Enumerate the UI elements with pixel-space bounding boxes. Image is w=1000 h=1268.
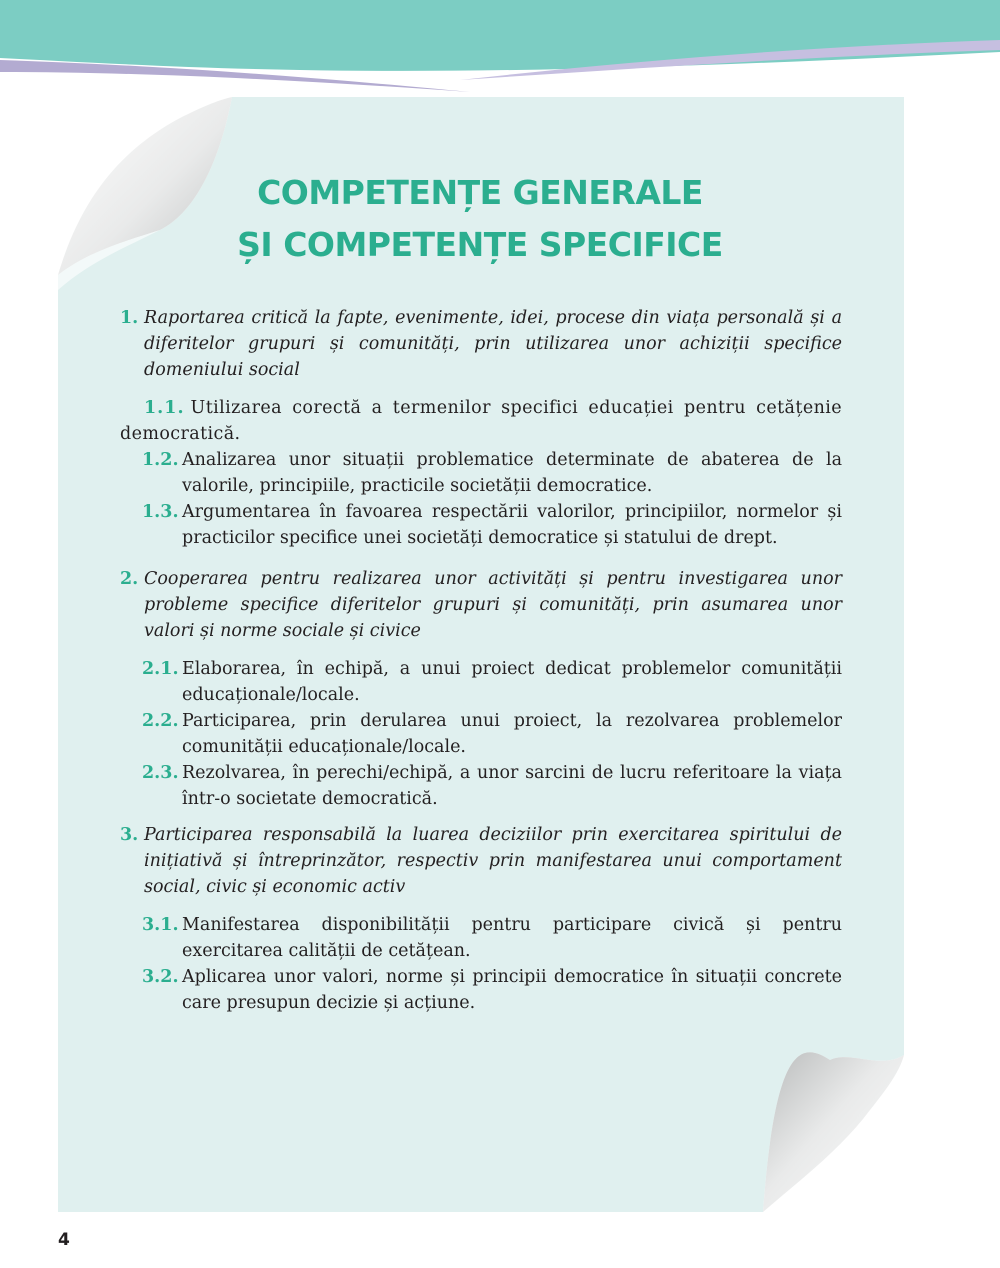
- general-competence-3: [120, 822, 842, 1016]
- specific-competence-number: 1.1.: [144, 398, 185, 418]
- specific-competence-2-2: [120, 708, 842, 760]
- specific-competence-text: Aplicarea unor valori, norme și principii democratice în situații concrete care presupun decizie și acțiune.: [182, 967, 842, 1013]
- specific-competence-text: Manifestarea disponibilității pentru participare civică și pentru exercitarea calității de cetățean.: [182, 915, 842, 961]
- general-competence-description: Participarea responsabilă la luarea deciziilor prin exercitarea spiritului de inițiativă și întreprinzător, respectiv prin manifestarea unui comportament social, civic și economic activ: [144, 825, 842, 897]
- specific-competence-text: Argumentarea în favoarea respectării valorilor, principiilor, normelor și practicilor specifice unei societăți democratice și statului de drept.: [182, 502, 842, 548]
- general-competence-description: Cooperarea pentru realizarea unor activități și pentru investigarea unor probleme specifice diferitelor grupuri și comunități, prin asumarea unor valori și norme sociale și civice: [144, 569, 842, 641]
- specific-competence-number: 1.3.: [142, 502, 179, 522]
- specific-competence-1-3: [120, 499, 842, 551]
- specific-competence-number: 3.1.: [142, 915, 179, 935]
- specific-competence-text: Elaborarea, în echipă, a unui proiect dedicat problemelor comunității educaționale/locale.: [182, 659, 842, 705]
- general-competence-text: [120, 305, 842, 383]
- specific-competence-number: 2.3.: [142, 763, 179, 783]
- page-title-line-2: ȘI COMPETENȚE SPECIFICE: [237, 225, 723, 264]
- specific-competence-text: Participarea, prin derularea unui proiect, la rezolvarea problemelor comunității educaționale/locale.: [182, 711, 842, 757]
- specific-competence-2-3: [120, 760, 842, 812]
- general-competence-text: [120, 566, 842, 644]
- specific-competence-2-1: [120, 656, 842, 708]
- specific-competence-3-1: [120, 912, 842, 964]
- general-competence-number: 1.: [120, 308, 139, 328]
- specific-competence-1-1: [120, 395, 842, 447]
- general-competence-text: [120, 822, 842, 900]
- general-competence-description: Raportarea critică la fapte, evenimente, idei, procese din viața personală și a diferitelor grupuri și comunități, prin utilizarea unor achiziții specifice domeniului social: [144, 308, 842, 380]
- page-title-line-1: COMPETENȚE GENERALE: [257, 173, 703, 212]
- specific-competence-number: 3.2.: [142, 967, 179, 987]
- specific-competence-text: Rezolvarea, în perechi/echipă, a unor sarcini de lucru referitoare la viața într-o societate democratică.: [182, 763, 842, 809]
- general-competence-1: [120, 305, 842, 551]
- general-competence-number: 2.: [120, 569, 139, 589]
- general-competence-number: 3.: [120, 825, 139, 845]
- specific-competence-1-2: [120, 447, 842, 499]
- general-competence-2: [120, 566, 842, 812]
- specific-competence-number: 2.1.: [142, 659, 179, 679]
- page-number: 4: [58, 1230, 70, 1250]
- specific-competence-text: Analizarea unor situații problematice determinate de abaterea de la valorile, principiile, practicile societății democratice.: [182, 450, 842, 496]
- specific-competence-number: 1.2.: [142, 450, 179, 470]
- specific-competence-number: 2.2.: [142, 711, 179, 731]
- specific-competence-3-2: [120, 964, 842, 1016]
- specific-competence-text: Utilizarea corectă a termenilor specifici educației pentru cetățenie democratică.: [120, 398, 842, 444]
